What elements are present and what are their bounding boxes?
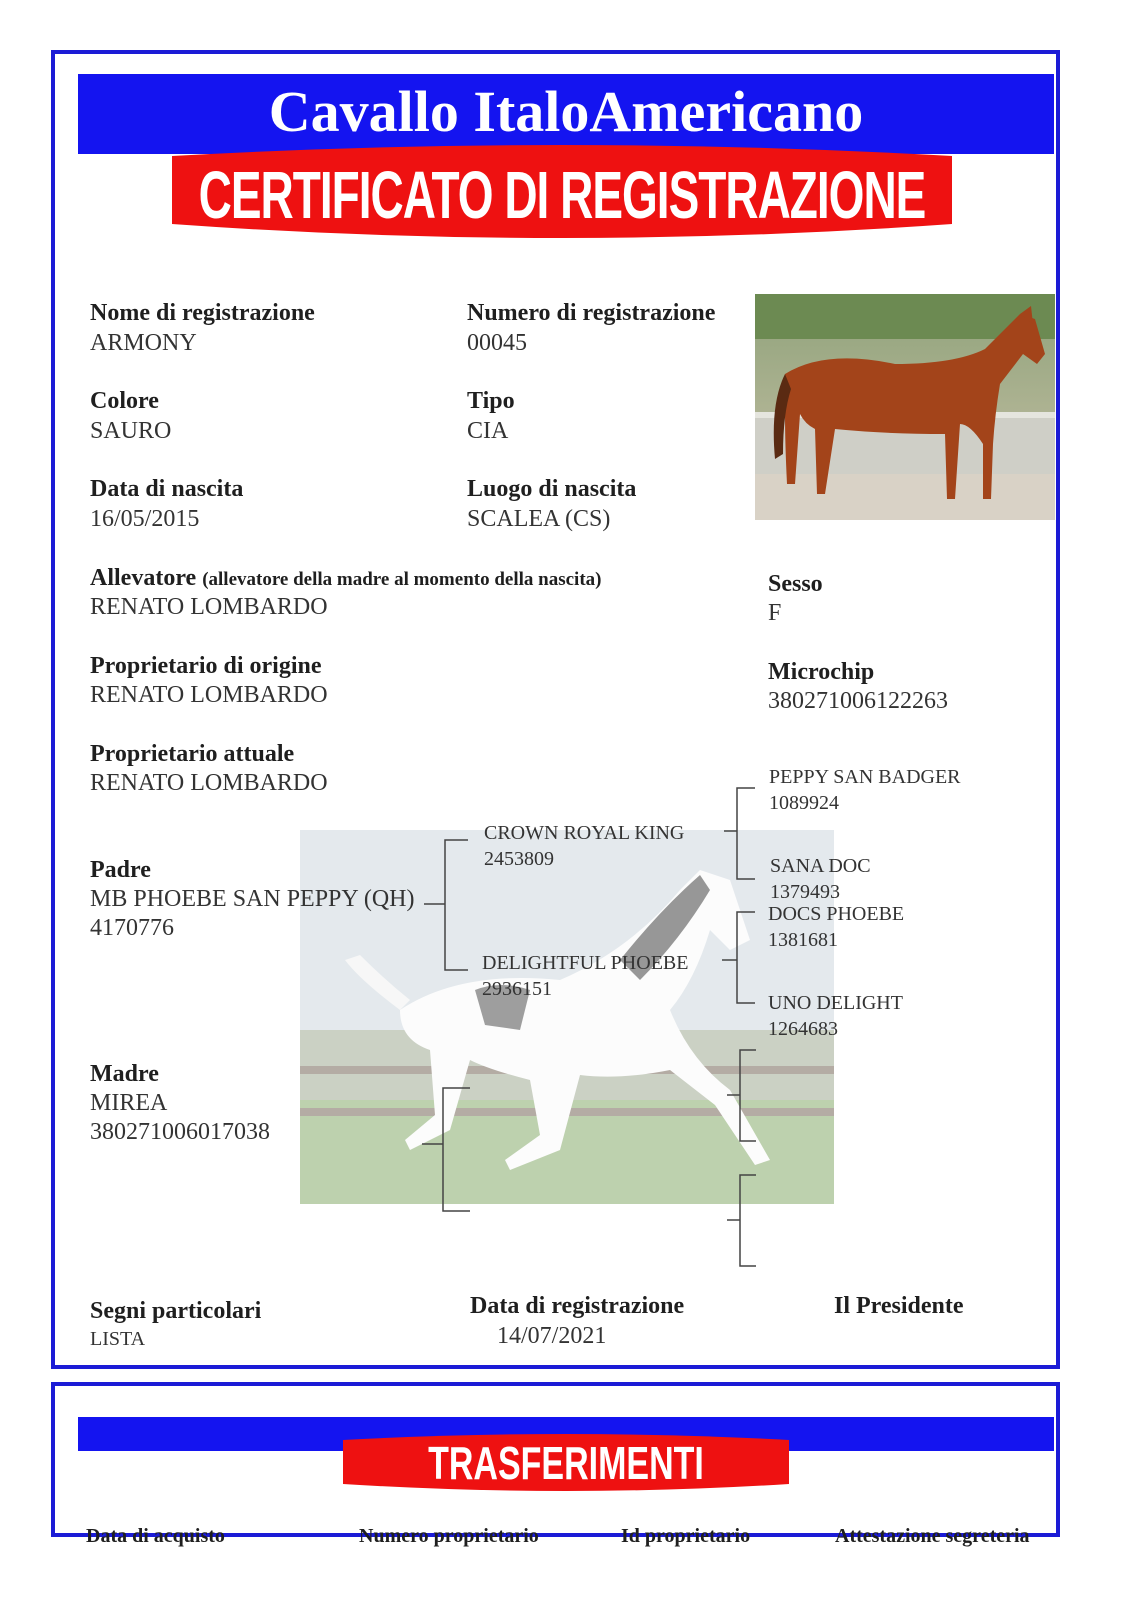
original-owner-label: Proprietario di origine: [90, 653, 322, 679]
name-value: ARMONY: [90, 330, 197, 356]
breeder-value: RENATO LOMBARDO: [90, 594, 328, 620]
original-owner-value: RENATO LOMBARDO: [90, 682, 328, 708]
type-value: CIA: [467, 418, 509, 444]
birth-date-value: 16/05/2015: [90, 506, 200, 532]
sire-label: Padre: [90, 857, 151, 883]
dam-name: MIREA: [90, 1090, 168, 1116]
col-secretary: Attestazione segreteria: [835, 1525, 1030, 1547]
current-owner-label: Proprietario attuale: [90, 741, 295, 767]
color-value: SAURO: [90, 418, 172, 444]
sire-dam-id: 2936151: [482, 978, 552, 1000]
marks-value: LISTA: [90, 1328, 146, 1350]
marks-label: Segni particolari: [90, 1298, 262, 1324]
ss-sire-name: PEPPY SAN BADGER: [769, 766, 961, 788]
ss-dam-name: SANA DOC: [770, 855, 871, 877]
microchip-label: Microchip: [768, 659, 875, 685]
type-label: Tipo: [467, 388, 515, 414]
transfers-title: TRASFERIMENTI: [428, 1438, 704, 1490]
sd-dam-name: UNO DELIGHT: [768, 992, 903, 1014]
sire-name: MB PHOEBE SAN PEPPY (QH): [90, 886, 415, 912]
reg-date-value: 14/07/2021: [497, 1323, 607, 1349]
number-value: 00045: [467, 330, 527, 356]
ss-sire-id: 1089924: [769, 792, 839, 814]
col-owner-id: Id proprietario: [621, 1525, 751, 1547]
number-label: Numero di registrazione: [467, 300, 716, 326]
sire-id: 4170776: [90, 915, 174, 941]
col-owner-number: Numero proprietario: [359, 1525, 539, 1547]
sd-sire-name: DOCS PHOEBE: [768, 903, 905, 925]
ss-dam-id: 1379493: [770, 881, 840, 903]
sex-value: F: [768, 600, 782, 626]
birth-place-label: Luogo di nascita: [467, 476, 637, 502]
color-label: Colore: [90, 388, 159, 414]
reg-date-label: Data di registrazione: [470, 1293, 685, 1319]
sire-sire-name: CROWN ROYAL KING: [484, 822, 685, 844]
breeder-label-text: Allevatore: [90, 565, 197, 591]
dam-id: 380271006017038: [90, 1119, 270, 1145]
sd-sire-id: 1381681: [768, 929, 838, 951]
current-owner-value: RENATO LOMBARDO: [90, 770, 328, 796]
name-label: Nome di registrazione: [90, 300, 315, 326]
microchip-value: 380271006122263: [768, 688, 948, 714]
sd-dam-id: 1264683: [768, 1018, 838, 1040]
col-purchase-date: Data di acquisto: [86, 1525, 225, 1547]
birth-date-label: Data di nascita: [90, 476, 244, 502]
breeder-note: (allevatore della madre al momento della nascita): [202, 569, 602, 590]
president-label: Il Presidente: [834, 1293, 964, 1319]
subtitle: CERTIFICATO DI REGISTRAZIONE: [198, 157, 926, 233]
sire-sire-id: 2453809: [484, 848, 554, 870]
birth-place-value: SCALEA (CS): [467, 506, 611, 532]
page-title: Cavallo ItaloAmericano: [268, 79, 864, 144]
dam-label: Madre: [90, 1061, 159, 1087]
sire-dam-name: DELIGHTFUL PHOEBE: [482, 952, 689, 974]
sex-label: Sesso: [768, 571, 823, 597]
